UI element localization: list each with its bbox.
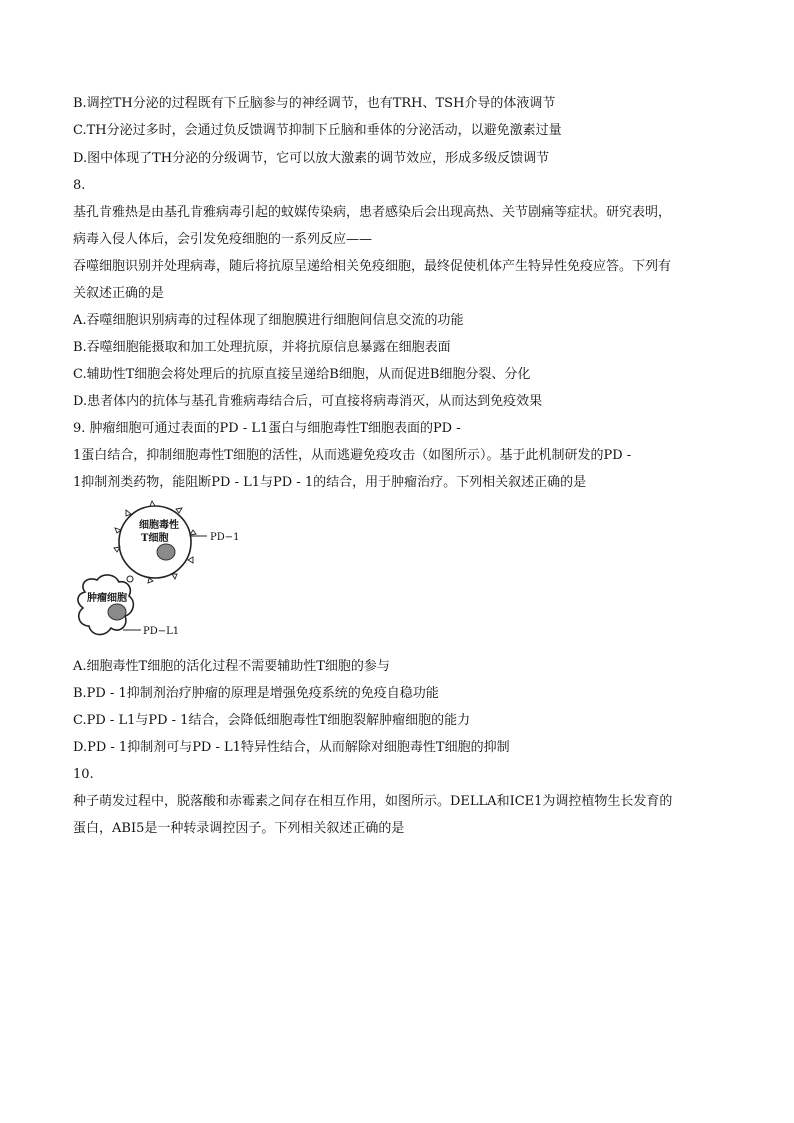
pd1-receptor bbox=[148, 578, 153, 583]
pd1-receptor bbox=[150, 501, 155, 506]
q9-stem-line-2: 1蛋白结合，抑制细胞毒性T细胞的活性，从而逃避免疫攻击（如图所示）。基于此机制研发的PD - bbox=[73, 448, 632, 463]
q8-stem-line-3: 吞噬细胞识别并处理病毒，随后将抗原呈递给相关免疫细胞，最终促使机体产生特异性免疫应答。下列有 bbox=[73, 259, 672, 274]
pd1-receptor bbox=[190, 530, 196, 535]
t-cell-label-line-2: T细胞 bbox=[141, 533, 169, 544]
q7-option-c: C.TH分泌过多时，会通过负反馈调节抑制下丘脑和垂体的分泌活动，以避免激素过量 bbox=[73, 123, 562, 138]
q9-stem-line-3: 1抑制剂类药物，能阻断PD - L1与PD - 1的结合，用于肿瘤治疗。下列相关叙述正确的是 bbox=[73, 475, 587, 490]
q9-figure-svg bbox=[73, 500, 240, 650]
q8-option-c: C.辅助性T细胞会将处理后的抗原直接呈递给B细胞，从而促进B细胞分裂、分化 bbox=[73, 367, 531, 382]
tumor-cell-nucleus bbox=[108, 604, 126, 620]
q7-option-b: B.调控TH分泌的过程既有下丘脑参与的神经调节，也有TRH、TSH介导的体液调节 bbox=[73, 96, 556, 111]
pd1-receptor bbox=[176, 508, 182, 513]
pd1-receptor bbox=[188, 557, 193, 563]
q7-option-d: D.图中体现了TH分泌的分级调节，它可以放大激素的调节效应，形成多级反馈调节 bbox=[73, 151, 550, 166]
q9-option-a: A.细胞毒性T细胞的活化过程不需要辅助性T细胞的参与 bbox=[73, 659, 390, 674]
q9-stem-line-1: 9. 肿瘤细胞可通过表面的PD - L1蛋白与细胞毒性T细胞表面的PD - bbox=[73, 421, 461, 436]
q8-stem-line-2: 病毒入侵人体后，会引发免疫细胞的一系列反应—— bbox=[73, 232, 373, 247]
q10-number: 10. bbox=[73, 767, 94, 782]
q8-number: 8. bbox=[73, 178, 86, 193]
q8-option-d: D.患者体内的抗体与基孔肯雅病毒结合后，可直接将病毒消灭，从而达到免疫效果 bbox=[73, 394, 543, 409]
pd1-label: PD−1 bbox=[210, 532, 240, 543]
q8-option-a: A.吞噬细胞识别病毒的过程体现了细胞膜进行细胞间信息交流的功能 bbox=[73, 313, 464, 328]
q10-stem-line-1: 种子萌发过程中，脱落酸和赤霉素之间存在相互作用，如图所示。DELLA和ICE1为调控植物生长发育的 bbox=[73, 794, 673, 809]
q9-option-d: D.PD - 1抑制剂可与PD - L1特异性结合，从而解除对细胞毒性T细胞的抑制 bbox=[73, 740, 510, 755]
q8-stem-line-1: 基孔肯雅热是由基孔肯雅病毒引起的蚊媒传染病，患者感染后会出现高热、关节剧痛等症状。研究表明， bbox=[73, 205, 672, 220]
q8-option-b: B.吞噬细胞能摄取和加工处理抗原，并将抗原信息暴露在细胞表面 bbox=[73, 340, 451, 355]
pd1-receptor bbox=[172, 574, 177, 579]
pdl1-label: PD−L1 bbox=[143, 626, 180, 637]
q10-stem-line-2: 蛋白，ABI5是一种转录调控因子。下列相关叙述正确的是 bbox=[73, 821, 405, 836]
tumor-cell-label: 肿瘤细胞 bbox=[87, 593, 127, 604]
q9-figure bbox=[73, 500, 240, 650]
pd1-pdl1-binding bbox=[127, 576, 133, 582]
q9-option-c: C.PD - L1与PD - 1结合，会降低细胞毒性T细胞裂解肿瘤细胞的能力 bbox=[73, 713, 471, 728]
t-cell-nucleus bbox=[157, 544, 175, 560]
q9-option-b: B.PD - 1抑制剂治疗肿瘤的原理是增强免疫系统的免疫自稳功能 bbox=[73, 686, 439, 701]
t-cell-label-line-1: 细胞毒性 bbox=[139, 520, 179, 531]
tumor-cell-membrane bbox=[78, 575, 133, 635]
q8-stem-line-4: 关叙述正确的是 bbox=[73, 286, 165, 301]
